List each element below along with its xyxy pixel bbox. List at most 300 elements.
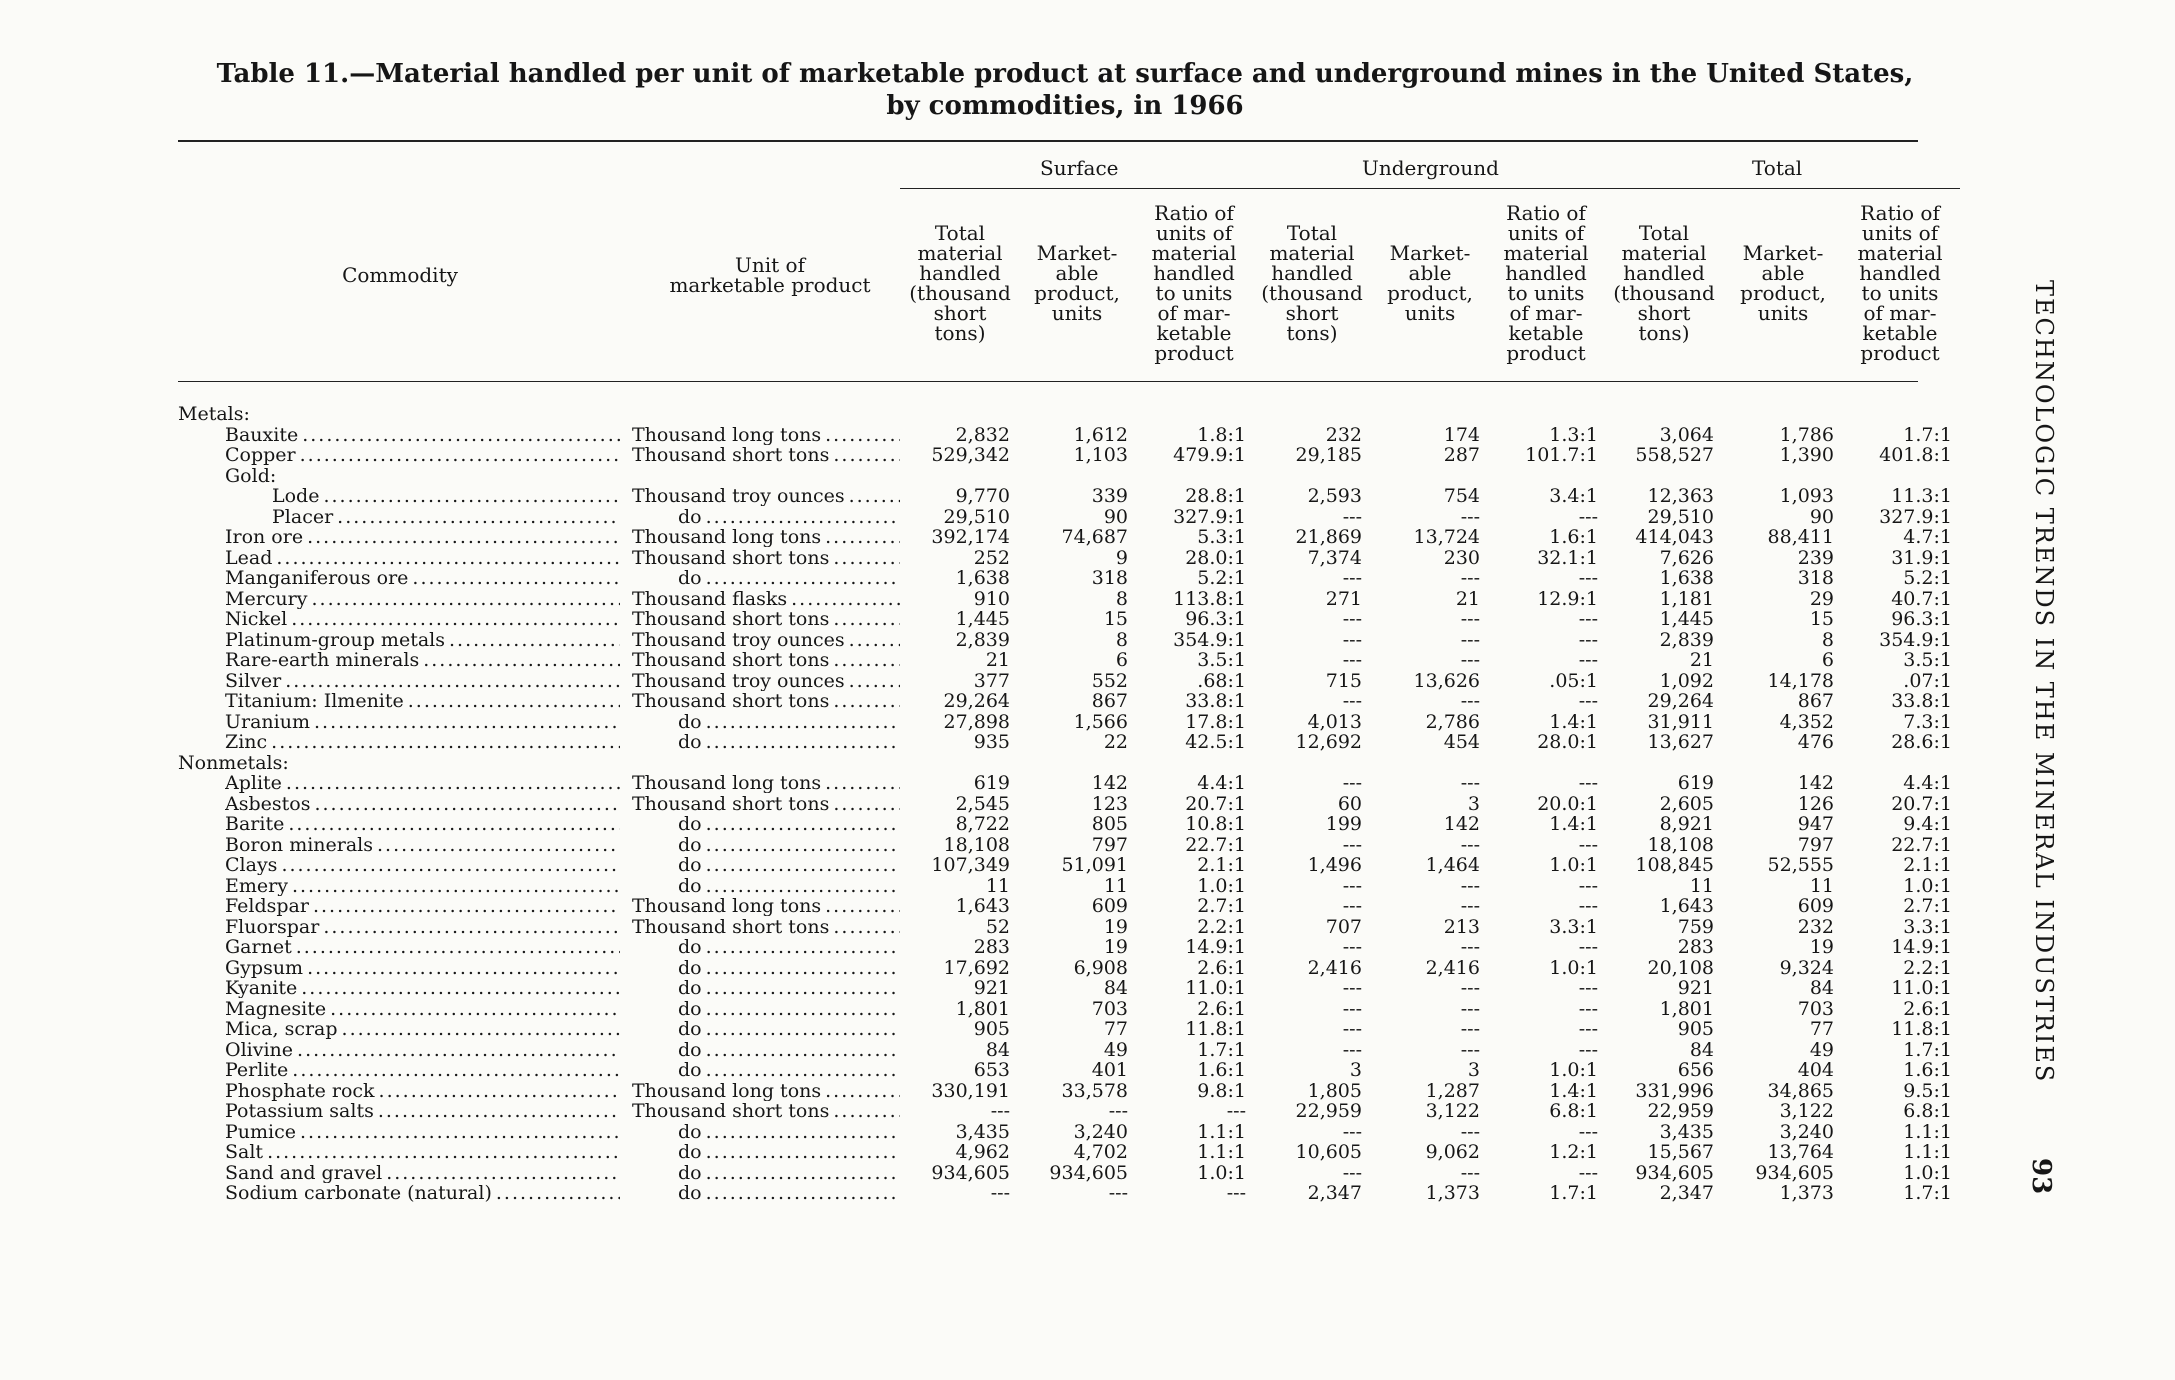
row-value-5: 1.2:1: [1549, 1141, 1598, 1163]
row-value-1: 703: [1091, 997, 1128, 1020]
row-commodity-text: Emery: [225, 876, 292, 896]
row-commodity: [225, 814, 620, 834]
row-unit: [632, 589, 900, 609]
row-value-4: ---: [1460, 1018, 1480, 1040]
row-value-4: 13,724: [1413, 526, 1480, 548]
row-value-4: 3,122: [1425, 1100, 1480, 1122]
row-value-8: 354.9:1: [1879, 628, 1952, 651]
row-value-1: 15: [1103, 608, 1128, 630]
row-commodity: [178, 753, 620, 773]
header-col-5: [1490, 195, 1602, 370]
row-value-7: 476: [1797, 731, 1834, 753]
row-value-7: 1,786: [1779, 423, 1834, 446]
row-value-6: 656: [1677, 1059, 1714, 1081]
row-value-1: 4,702: [1073, 1141, 1128, 1163]
row-value-8: 22.7:1: [1891, 833, 1952, 856]
row-unit-text: do: [678, 937, 706, 957]
row-value-0: 29,510: [943, 505, 1010, 528]
row-value-0: 653: [973, 1059, 1010, 1081]
row-commodity-text: Manganiferous ore: [225, 568, 412, 588]
row-unit: [678, 732, 900, 752]
row-commodity: [225, 937, 620, 957]
row-value-7: 6: [1821, 649, 1834, 671]
row-value-7: 77: [1809, 1018, 1834, 1040]
row-value-7: 11: [1809, 874, 1834, 897]
row-commodity: [225, 999, 620, 1019]
row-value-7: 232: [1797, 915, 1834, 938]
row-value-8: 96.3:1: [1891, 608, 1952, 630]
row-value-2: 10.8:1: [1185, 813, 1246, 835]
row-value-8: 2.7:1: [1903, 895, 1952, 917]
row-value-7: 4,352: [1779, 710, 1834, 733]
row-value-8: 11.0:1: [1891, 977, 1952, 999]
row-value-4: ---: [1460, 1120, 1480, 1143]
row-value-4: ---: [1460, 997, 1480, 1020]
row-value-2: 354.9:1: [1173, 628, 1246, 651]
row-value-0: 529,342: [931, 444, 1010, 466]
row-value-1: 49: [1103, 1038, 1128, 1061]
row-value-8: 33.8:1: [1891, 690, 1952, 712]
table-title-line1: Table 11.—Material handled per unit of marketable product at surface and underground mines in the United States,: [216, 59, 1914, 89]
row-value-5: 1.0:1: [1549, 854, 1598, 876]
row-commodity-text: Mica, scrap: [225, 1019, 342, 1039]
row-value-0: 17,692: [943, 956, 1010, 979]
row-value-2: 1.7:1: [1197, 1038, 1246, 1061]
row-value-3: ---: [1342, 772, 1362, 794]
row-commodity: [225, 855, 620, 875]
row-unit: [678, 1142, 900, 1162]
row-commodity-text: Lode: [272, 486, 323, 506]
row-commodity-text: Copper: [225, 445, 300, 465]
row-value-4: 754: [1443, 485, 1480, 507]
row-value-4: 174: [1443, 423, 1480, 446]
header-col-text: Ratio of units of material handled to units of mar- ketable product: [1857, 200, 1943, 365]
row-value-4: ---: [1460, 977, 1480, 999]
row-value-3: 60: [1337, 792, 1362, 815]
row-value-0: 392,174: [931, 526, 1010, 548]
row-value-4: 2,416: [1425, 956, 1480, 979]
row-value-4: 2,786: [1425, 710, 1480, 733]
row-value-8: 1.1:1: [1903, 1141, 1952, 1163]
row-value-4: 3: [1467, 1059, 1480, 1081]
row-value-6: 13,627: [1647, 731, 1714, 753]
row-value-4: ---: [1460, 1161, 1480, 1184]
row-value-6: 31,911: [1647, 710, 1714, 733]
row-value-3: ---: [1342, 895, 1362, 917]
row-value-1: 339: [1091, 485, 1128, 507]
row-unit-text: Thousand short tons: [632, 609, 833, 629]
table-row: [0, 1019, 1990, 1039]
row-value-2: 2.6:1: [1197, 956, 1246, 979]
row-value-5: ---: [1578, 772, 1598, 794]
row-commodity: [225, 630, 620, 650]
row-value-0: 905: [973, 1018, 1010, 1040]
row-commodity-text: Salt: [225, 1142, 267, 1162]
row-value-8: 9.5:1: [1903, 1079, 1952, 1102]
row-value-1: 3,240: [1073, 1120, 1128, 1143]
table-row: [0, 425, 1990, 445]
row-commodity: [225, 650, 620, 670]
row-value-4: 287: [1443, 444, 1480, 466]
row-value-7: 1,390: [1779, 444, 1834, 466]
table-row: [0, 1081, 1990, 1101]
row-unit-text: do: [678, 712, 706, 732]
row-unit-text: do: [678, 978, 706, 998]
row-commodity: [225, 773, 620, 793]
row-unit: [632, 896, 900, 916]
table-row: [0, 486, 1990, 506]
row-value-5: ---: [1578, 1018, 1598, 1040]
row-value-2: .68:1: [1197, 669, 1246, 692]
row-commodity-text: Boron minerals: [225, 835, 377, 855]
row-value-7: 13,764: [1767, 1141, 1834, 1163]
row-value-7: 14,178: [1767, 669, 1834, 692]
row-value-6: 21: [1689, 649, 1714, 671]
row-value-0: ---: [990, 1100, 1010, 1122]
row-value-4: 1,373: [1425, 1182, 1480, 1204]
row-commodity-text: Feldspar: [225, 896, 313, 916]
row-commodity-text: Clays: [225, 855, 281, 875]
row-value-4: ---: [1460, 505, 1480, 528]
row-unit: [678, 712, 900, 732]
table-row: [0, 732, 1990, 752]
header-col-6: [1604, 195, 1724, 370]
row-unit-text: do: [678, 999, 706, 1019]
row-value-1: 552: [1091, 669, 1128, 692]
row-value-6: 1,801: [1659, 997, 1714, 1020]
row-unit: [678, 1040, 900, 1060]
table-row: [0, 978, 1990, 998]
header-col-8: [1844, 195, 1956, 370]
row-unit: [632, 486, 900, 506]
row-value-5: 1.0:1: [1549, 956, 1598, 979]
row-commodity: [225, 466, 620, 486]
row-value-4: ---: [1460, 608, 1480, 630]
header-unit: [640, 195, 900, 355]
row-commodity: [225, 425, 620, 445]
row-unit-text: Thousand long tons: [632, 1081, 825, 1101]
row-value-1: 19: [1103, 936, 1128, 958]
table-row: [0, 1163, 1990, 1183]
row-value-5: 28.0:1: [1537, 731, 1598, 753]
table-row: [0, 630, 1990, 650]
row-unit: [678, 507, 900, 527]
row-value-7: 49: [1809, 1038, 1834, 1061]
table-row: [0, 691, 1990, 711]
row-unit-text: Thousand short tons: [632, 1101, 833, 1121]
row-value-5: 6.8:1: [1549, 1100, 1598, 1122]
table-row: [0, 671, 1990, 691]
row-commodity: [272, 507, 620, 527]
row-value-2: 327.9:1: [1173, 505, 1246, 528]
row-value-2: 3.5:1: [1197, 649, 1246, 671]
row-value-5: ---: [1578, 895, 1598, 917]
row-commodity: [225, 917, 620, 937]
row-value-6: 905: [1677, 1018, 1714, 1040]
row-value-1: 609: [1091, 895, 1128, 917]
table-row: [0, 999, 1990, 1019]
row-value-2: 9.8:1: [1197, 1079, 1246, 1102]
row-value-0: 2,839: [955, 628, 1010, 651]
row-value-5: 1.0:1: [1549, 1059, 1598, 1081]
row-value-6: 2,347: [1659, 1182, 1714, 1204]
row-value-1: 934,605: [1049, 1161, 1128, 1184]
row-value-3: ---: [1342, 997, 1362, 1020]
row-value-3: 2,416: [1307, 956, 1362, 979]
row-value-4: ---: [1460, 628, 1480, 651]
row-commodity-text: Magnesite: [225, 999, 330, 1019]
row-value-1: 33,578: [1061, 1079, 1128, 1102]
row-commodity: [225, 1122, 620, 1142]
table-row: [0, 568, 1990, 588]
row-value-8: 1.0:1: [1903, 874, 1952, 897]
row-commodity-text: Asbestos: [225, 794, 314, 814]
row-value-1: 74,687: [1061, 526, 1128, 548]
row-value-4: 142: [1443, 813, 1480, 835]
header-col-text: Ratio of units of material handled to units of mar- ketable product: [1151, 200, 1237, 365]
row-value-2: 5.3:1: [1197, 526, 1246, 548]
row-value-3: 7,374: [1307, 546, 1362, 569]
row-commodity: [225, 1019, 620, 1039]
row-value-0: 1,445: [955, 608, 1010, 630]
row-value-3: 12,692: [1295, 731, 1362, 753]
header-col-1: [1022, 195, 1132, 370]
row-value-1: 805: [1091, 813, 1128, 835]
row-commodity: [225, 445, 620, 465]
row-value-3: 232: [1325, 423, 1362, 446]
row-value-2: 28.8:1: [1185, 485, 1246, 507]
row-value-4: ---: [1460, 1038, 1480, 1061]
row-value-0: 18,108: [943, 833, 1010, 856]
row-value-7: 239: [1797, 546, 1834, 569]
row-value-8: 9.4:1: [1903, 813, 1952, 835]
row-unit: [678, 876, 900, 896]
page-number: 93: [2026, 1158, 2056, 1195]
header-col-3: [1252, 195, 1372, 370]
group-surface: Surface: [1040, 156, 1119, 180]
row-value-5: 1.4:1: [1549, 813, 1598, 835]
row-unit: [632, 630, 900, 650]
row-commodity-text: Silver: [225, 671, 285, 691]
row-value-6: 12,363: [1647, 485, 1714, 507]
row-unit: [678, 1163, 900, 1183]
row-value-5: 1.6:1: [1549, 526, 1598, 548]
row-value-3: 1,805: [1307, 1079, 1362, 1102]
row-value-7: 88,411: [1767, 526, 1834, 548]
row-value-2: 5.2:1: [1197, 567, 1246, 589]
row-value-0: 252: [973, 546, 1010, 569]
row-commodity-text: Metals:: [178, 404, 254, 424]
row-commodity: [225, 794, 620, 814]
row-value-4: 1,464: [1425, 854, 1480, 876]
row-value-8: 2.2:1: [1903, 956, 1952, 979]
row-commodity-text: Titanium: Ilmenite: [225, 691, 408, 711]
row-unit: [632, 609, 900, 629]
row-value-8: 11.3:1: [1891, 485, 1952, 507]
row-value-8: 1.7:1: [1903, 1038, 1952, 1061]
row-value-6: 921: [1677, 977, 1714, 999]
row-commodity-text: Gold:: [225, 466, 280, 486]
row-value-1: 51,091: [1061, 854, 1128, 876]
row-value-7: 3,240: [1779, 1120, 1834, 1143]
row-value-8: 11.8:1: [1891, 1018, 1952, 1040]
row-value-8: 1.7:1: [1903, 423, 1952, 446]
row-value-5: 3.4:1: [1549, 485, 1598, 507]
row-value-3: ---: [1342, 505, 1362, 528]
row-value-5: 20.0:1: [1537, 792, 1598, 815]
row-unit-text: do: [678, 835, 706, 855]
row-commodity: [225, 527, 620, 547]
group-rule: [900, 188, 1960, 189]
row-value-6: 15,567: [1647, 1141, 1714, 1163]
row-unit-text: do: [678, 814, 706, 834]
row-unit: [678, 999, 900, 1019]
row-value-7: 126: [1797, 792, 1834, 815]
table-row: [0, 753, 1990, 773]
row-unit-text: Thousand long tons: [632, 773, 825, 793]
row-unit-text: do: [678, 855, 706, 875]
row-value-8: 6.8:1: [1903, 1100, 1952, 1122]
row-value-2: 28.0:1: [1185, 546, 1246, 569]
row-value-6: 3,064: [1659, 423, 1714, 446]
row-value-7: 15: [1809, 608, 1834, 630]
row-unit-text: do: [678, 1142, 706, 1162]
row-value-0: 21: [985, 649, 1010, 671]
row-commodity: [272, 486, 620, 506]
row-value-6: 558,527: [1635, 444, 1714, 466]
row-value-6: 8,921: [1659, 813, 1714, 835]
row-unit-text: Thousand troy ounces: [632, 671, 849, 691]
row-unit-text: Thousand long tons: [632, 425, 825, 445]
row-value-1: 6: [1115, 649, 1128, 671]
row-value-2: 1.1:1: [1197, 1120, 1246, 1143]
table-title-line2: by commodities, in 1966: [886, 91, 1244, 121]
row-commodity: [178, 404, 620, 424]
group-underground: Underground: [1362, 156, 1499, 180]
row-value-0: 84: [985, 1038, 1010, 1061]
header-bottom-rule: [178, 381, 1918, 382]
row-value-7: 867: [1797, 690, 1834, 712]
row-commodity-text: Sand and gravel: [225, 1163, 386, 1183]
row-unit: [632, 917, 900, 937]
row-unit: [632, 650, 900, 670]
row-unit-text: do: [678, 876, 706, 896]
row-value-8: 327.9:1: [1879, 505, 1952, 528]
row-value-6: 414,043: [1635, 526, 1714, 548]
row-value-2: ---: [1226, 1182, 1246, 1204]
row-value-5: 1.3:1: [1549, 423, 1598, 446]
row-value-5: 1.7:1: [1549, 1182, 1598, 1204]
row-unit-text: Thousand short tons: [632, 794, 833, 814]
header-col-text: Total material handled (thousand short tons): [1613, 220, 1715, 345]
row-unit-text: Thousand short tons: [632, 917, 833, 937]
header-col-text: Market- able product, units: [1034, 240, 1120, 325]
row-value-3: ---: [1342, 608, 1362, 630]
row-value-1: 1,566: [1073, 710, 1128, 733]
table-row: [0, 1122, 1990, 1142]
row-unit-text: do: [678, 1040, 706, 1060]
row-value-1: ---: [1108, 1100, 1128, 1122]
row-commodity: [225, 1081, 620, 1101]
row-value-8: 40.7:1: [1891, 587, 1952, 610]
row-value-3: ---: [1342, 1161, 1362, 1184]
row-commodity: [225, 548, 620, 568]
row-value-6: 1,643: [1659, 895, 1714, 917]
row-value-6: 29,264: [1647, 690, 1714, 712]
row-value-6: 3,435: [1659, 1120, 1714, 1143]
row-commodity: [225, 1101, 620, 1121]
row-value-6: 1,445: [1659, 608, 1714, 630]
row-commodity-text: Nickel: [225, 609, 291, 629]
row-unit-text: Thousand short tons: [632, 548, 833, 568]
row-value-1: 1,612: [1073, 423, 1128, 446]
row-value-1: 8: [1115, 628, 1128, 651]
row-commodity-text: Sodium carbonate (natural): [225, 1183, 496, 1203]
row-value-5: ---: [1578, 833, 1598, 856]
row-unit-text: Thousand long tons: [632, 896, 825, 916]
row-commodity: [225, 568, 620, 588]
row-value-0: 29,264: [943, 690, 1010, 712]
row-value-5: ---: [1578, 505, 1598, 528]
row-value-3: 2,347: [1307, 1182, 1362, 1204]
row-unit-text: do: [678, 1183, 706, 1203]
row-commodity-text: Fluorspar: [225, 917, 323, 937]
row-value-8: 1.7:1: [1903, 1182, 1952, 1204]
row-value-6: 29,510: [1647, 505, 1714, 528]
row-value-3: ---: [1342, 649, 1362, 671]
row-value-5: ---: [1578, 977, 1598, 999]
table-row: [0, 527, 1990, 547]
row-unit: [678, 958, 900, 978]
row-value-2: 1.8:1: [1197, 423, 1246, 446]
row-value-6: 11: [1689, 874, 1714, 897]
row-value-5: 12.9:1: [1537, 587, 1598, 610]
row-unit-text: do: [678, 732, 706, 752]
row-value-5: ---: [1578, 649, 1598, 671]
row-commodity-text: Zinc: [225, 732, 271, 752]
table-row: [0, 404, 1990, 424]
row-value-5: ---: [1578, 1038, 1598, 1061]
row-value-3: 199: [1325, 813, 1362, 835]
row-value-2: 113.8:1: [1173, 587, 1246, 610]
row-unit: [678, 855, 900, 875]
row-value-0: 11: [985, 874, 1010, 897]
row-value-8: 401.8:1: [1879, 444, 1952, 466]
row-commodity: [225, 1060, 620, 1080]
row-value-1: 77: [1103, 1018, 1128, 1040]
table-row: [0, 1142, 1990, 1162]
row-value-4: 21: [1455, 587, 1480, 610]
row-commodity: [225, 896, 620, 916]
row-value-3: 21,869: [1295, 526, 1362, 548]
row-commodity-text: Kyanite: [225, 978, 301, 998]
row-value-5: 1.4:1: [1549, 1079, 1598, 1102]
row-value-2: 4.4:1: [1197, 772, 1246, 794]
row-value-4: ---: [1460, 936, 1480, 958]
row-value-6: 331,996: [1635, 1079, 1714, 1102]
row-value-4: ---: [1460, 772, 1480, 794]
row-value-3: ---: [1342, 833, 1362, 856]
row-commodity: [225, 609, 620, 629]
row-commodity: [225, 876, 620, 896]
row-value-7: 34,865: [1767, 1079, 1834, 1102]
row-unit-text: do: [678, 1122, 706, 1142]
row-value-7: 609: [1797, 895, 1834, 917]
row-commodity: [225, 958, 620, 978]
row-commodity-text: Barite: [225, 814, 288, 834]
row-value-2: 479.9:1: [1173, 444, 1246, 466]
row-value-3: ---: [1342, 1120, 1362, 1143]
